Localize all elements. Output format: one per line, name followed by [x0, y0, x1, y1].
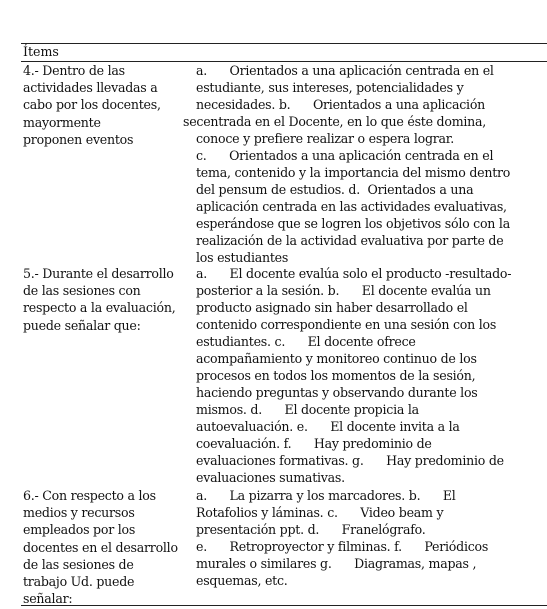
item-6-option-line: presentación ppt. d. Franelógrafo.: [196, 522, 426, 537]
item-5-option-line: autoevaluación. e. El docente invita a la: [196, 419, 460, 434]
item-5-option-line: haciendo preguntas y observando durante los: [196, 385, 478, 400]
item-5-option-line: producto asignado sin haber desarrollado el: [196, 300, 468, 315]
items-column-header: Ítems: [23, 44, 59, 59]
item-6-option-line: murales o similares g. Diagramas, mapas ,: [196, 556, 477, 571]
item-4-option-line: aplicación centrada en las actividades evaluativas,: [196, 199, 507, 214]
item-4-option-line: conoce y prefiere realizar o espera lograr.: [196, 131, 454, 146]
item-5-option-line: procesos en todos los momentos de la sesión,: [196, 368, 476, 383]
item-5-option-line: mismos. d. El docente propicia la: [196, 402, 419, 417]
item-4-option-line: a. Orientados a una aplicación centrada en el: [196, 63, 494, 78]
item-6-option-line: e. Retroproyector y filminas. f. Periódicos: [196, 539, 489, 554]
item-4-option-line: secentrada en el Docente, en lo que éste domina,: [183, 114, 487, 129]
table-bottom-rule: [21, 605, 547, 606]
item-6-option-line: esquemas, etc.: [196, 573, 288, 588]
item-4-option-line: esperándose que se logren los objetivos sólo con la: [196, 216, 510, 231]
item-4-option-line: necesidades. b. Orientados a una aplicación: [196, 97, 486, 112]
item-5-option-line: contenido correspondiente en una sesión con los: [196, 317, 497, 332]
item-6-option-line: a. La pizarra y los marcadores. b. El: [196, 488, 456, 503]
item-5-option-line: acompañamiento y monitoreo continuo de los: [196, 351, 477, 366]
item-4-option-line: realización de la actividad evaluativa por parte de: [196, 233, 504, 248]
item-6-question: 6.- Con respecto a los medios y recursos empleados por los docentes en el desarrollo de las sesiones de trabajo Ud. puede señalar:: [23, 488, 178, 607]
item-5-option-line: evaluaciones formativas. g. Hay predominio de: [196, 453, 504, 468]
item-4-question: 4.- Dentro de las actividades llevadas a cabo por los docentes, mayormente proponen eventos: [23, 63, 161, 147]
item-6-option-line: Rotafolios y láminas. c. Video beam y: [196, 505, 444, 520]
item-4-option-line: del pensum de estudios. d. Orientados a una: [196, 182, 474, 197]
item-5-option-line: evaluaciones sumativas.: [196, 470, 345, 485]
item-5-question: 5.- Durante el desarrollo de las sesiones con respecto a la evaluación, puede señalar que:: [23, 266, 176, 333]
item-4-option-line: tema, contenido y la importancia del mismo dentro: [196, 165, 511, 180]
item-4-option-line: los estudiantes: [196, 250, 289, 265]
item-5-option-line: posterior a la sesión. b. El docente evalúa un: [196, 283, 491, 298]
item-5-option-line: estudiantes. c. El docente ofrece: [196, 334, 416, 349]
item-4-option-line: estudiante, sus intereses, potencialidades y: [196, 80, 464, 95]
item-4-option-line: c. Orientados a una aplicación centrada en el: [196, 148, 494, 163]
item-5-option-line: a. El docente evalúa solo el producto -resultado-: [196, 266, 512, 281]
item-5-option-line: coevaluación. f. Hay predominio de: [196, 436, 432, 451]
